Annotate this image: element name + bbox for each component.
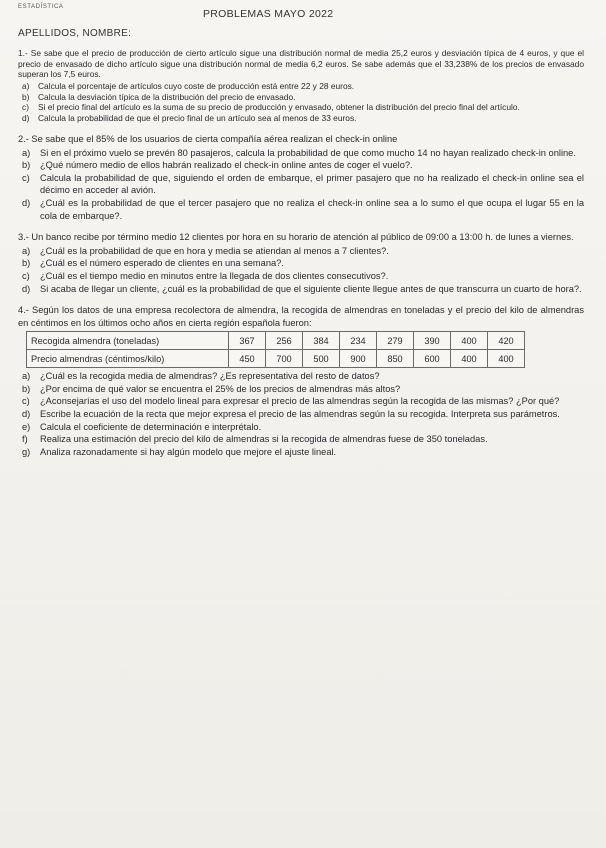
- table-cell: 450: [229, 350, 266, 368]
- item-text: Si acaba de llegar un cliente, ¿cuál es la probabilidad de que el siguiente cliente llegue antes de que transcurra un cuarto de hora?.: [40, 283, 582, 294]
- question-4-item-g: [18, 446, 584, 459]
- question-4-item-e: [18, 421, 584, 434]
- item-text: ¿Cuál es la recogida media de almendras? ¿Es representativa del resto de datos?: [40, 371, 380, 382]
- question-3-statement: 3.- Un banco recibe por término medio 12 clientes por hora en su horario de atención al público de 09:00 a 13:00 h. de lunes a viernes.: [18, 232, 574, 243]
- item-text: Escribe la ecuación de la recta que mejor expresa el precio de las almendras según la su recogida. Interpreta sus parámetros.: [40, 409, 560, 420]
- question-2-item-b: [18, 159, 584, 172]
- item-label: b): [22, 160, 31, 171]
- item-text: Si el precio final del artículo es la suma de su precio de producción y envasado, obtener la distribución del precio final del artículo.: [38, 102, 520, 113]
- item-label: c): [22, 270, 30, 281]
- table-cell: 420: [488, 332, 525, 350]
- question-1-item-a: [18, 81, 584, 92]
- table-cell: 384: [303, 332, 340, 350]
- question-4: [18, 304, 584, 458]
- question-2: [18, 133, 584, 222]
- item-label: c): [22, 396, 30, 407]
- item-text: ¿Por encima de qué valor se encuentra el 25% de los precios de almendras más altos?: [40, 383, 401, 394]
- question-1-item-d: [18, 113, 584, 124]
- question-3-item-a: [18, 245, 584, 258]
- item-label: d): [22, 409, 31, 420]
- item-text: ¿Aconsejarías el uso del modelo lineal para expresar el precio de las almendras según la recogida de las mismas? ¿Por qué?: [40, 396, 560, 407]
- question-1-item-c: [18, 102, 584, 113]
- question-1-statement: 1.- Se sabe que el precio de producción de cierto artículo sigue una distribución normal de media 25,2 euros y desviación típica de 4 euros, y que el precio de envasado de dicho artículo sigue una distribución normal de media 6,2 euros. Se sabe además que el 33,238% de los precios de envasado superan los 7,5 euros.: [18, 48, 584, 80]
- table-cell: 400: [451, 350, 488, 368]
- page-title: PROBLEMAS MAYO 2022: [203, 8, 334, 20]
- question-3: [18, 231, 584, 295]
- item-label: a): [22, 245, 31, 256]
- item-text: Si en el próximo vuelo se prevén 80 pasajeros, calcula la probabilidad de que como mucho 14 no hayan realizado check-in online.: [40, 147, 576, 158]
- item-text: ¿Cuál es el tiempo medio en minutos entre la llegada de dos clientes consecutivos?.: [40, 270, 389, 281]
- question-2-statement: 2.- Se sabe que el 85% de los usuarios de cierta compañía aérea realizan el check-in online: [18, 133, 398, 144]
- table-cell: 400: [488, 350, 525, 368]
- question-4-item-a: [18, 370, 584, 383]
- item-label: a): [22, 371, 31, 382]
- item-label: c): [22, 102, 29, 113]
- table-cell: 279: [377, 332, 414, 350]
- question-1-items: [18, 81, 584, 124]
- item-text: ¿Cuál es el número esperado de clientes en una semana?.: [40, 258, 284, 269]
- table-cell: 600: [414, 350, 451, 368]
- item-text: Analiza razonadamente si hay algún modelo que mejore el ajuste lineal.: [40, 446, 337, 457]
- question-4-item-c: [18, 395, 584, 408]
- question-1-item-b: [18, 92, 584, 103]
- table-cell: 256: [266, 332, 303, 350]
- item-text: ¿Cuál es la probabilidad de que en hora y media se atiendan al menos a 7 clientes?.: [40, 245, 389, 256]
- item-text: Calcula la probabilidad de que, siguiendo el orden de embarque, el primer pasajero que no ha realizado el check-in online sea el décimo en acceder al avión.: [40, 172, 584, 196]
- item-label: b): [22, 383, 31, 394]
- table-cell: 900: [340, 350, 377, 368]
- table-cell: 700: [266, 350, 303, 368]
- item-label: d): [22, 197, 31, 208]
- item-label: c): [22, 172, 30, 183]
- item-text: ¿Qué número medio de ellos habrán realizado el check-in online antes de coger el vuelo?.: [40, 160, 413, 171]
- table-cell: 850: [377, 350, 414, 368]
- question-4-statement: 4.- Según los datos de una empresa recolectora de almendra, la recogida de almendras en toneladas y el precio del kilo de almendras en céntimos en los últimos ocho años en cierta región española fueron:: [18, 305, 584, 328]
- question-3-item-d: [18, 283, 584, 296]
- table-cell: 500: [303, 350, 340, 368]
- item-text: Realiza una estimación del precio del kilo de almendras si la recogida de almendras fuese de 350 toneladas.: [40, 434, 488, 445]
- item-label: g): [22, 446, 31, 457]
- question-2-item-d: [18, 197, 584, 222]
- question-4-item-b: [18, 383, 584, 396]
- item-text: Calcula la desviación típica de la distribución del precio de envasado.: [38, 91, 296, 102]
- question-4-item-f: [18, 433, 584, 446]
- item-text: ¿Cuál es la probabilidad de que el tercer pasajero que no realiza el check-in online sea a lo sumo el que ocupa el lugar 55 en la cola de embarque?.: [40, 197, 584, 221]
- row-header: Precio almendras (céntimos/kilo): [27, 350, 229, 368]
- question-3-item-c: [18, 270, 584, 283]
- question-2-item-a: [18, 147, 584, 160]
- item-text: Calcula el coeficiente de determinación e interprétalo.: [40, 421, 262, 432]
- subject-label: ESTADÍSTICA: [18, 4, 64, 10]
- table-cell: 367: [229, 332, 266, 350]
- row-header: Recogida almendra (toneladas): [27, 332, 229, 350]
- question-3-item-b: [18, 257, 584, 270]
- item-label: b): [22, 258, 31, 269]
- question-4-item-d: [18, 408, 584, 421]
- item-label: f): [22, 434, 28, 445]
- table-cell: 400: [451, 332, 488, 350]
- question-3-items: [18, 245, 584, 295]
- question-2-items: [18, 147, 584, 223]
- almond-data-table: [26, 331, 525, 368]
- item-label: d): [22, 283, 31, 294]
- item-label: b): [22, 91, 30, 102]
- item-label: a): [22, 147, 31, 158]
- names-field-label: APELLIDOS, NOMBRE:: [18, 28, 132, 39]
- item-label: e): [22, 421, 31, 432]
- item-label: d): [22, 113, 30, 124]
- question-4-items: [18, 370, 584, 458]
- table-cell: 234: [340, 332, 377, 350]
- item-text: Calcula la probabilidad de que el precio final de un artículo sea al menos de 33 euros.: [38, 113, 357, 124]
- header: [18, 4, 584, 24]
- question-1: [18, 48, 584, 124]
- item-label: a): [22, 80, 30, 91]
- table-row: [27, 350, 525, 368]
- question-2-item-c: [18, 172, 584, 197]
- item-text: Calcula el porcentaje de artículos cuyo coste de producción está entre 22 y 28 euros.: [38, 80, 355, 91]
- table-cell: 390: [414, 332, 451, 350]
- table-row: [27, 332, 525, 350]
